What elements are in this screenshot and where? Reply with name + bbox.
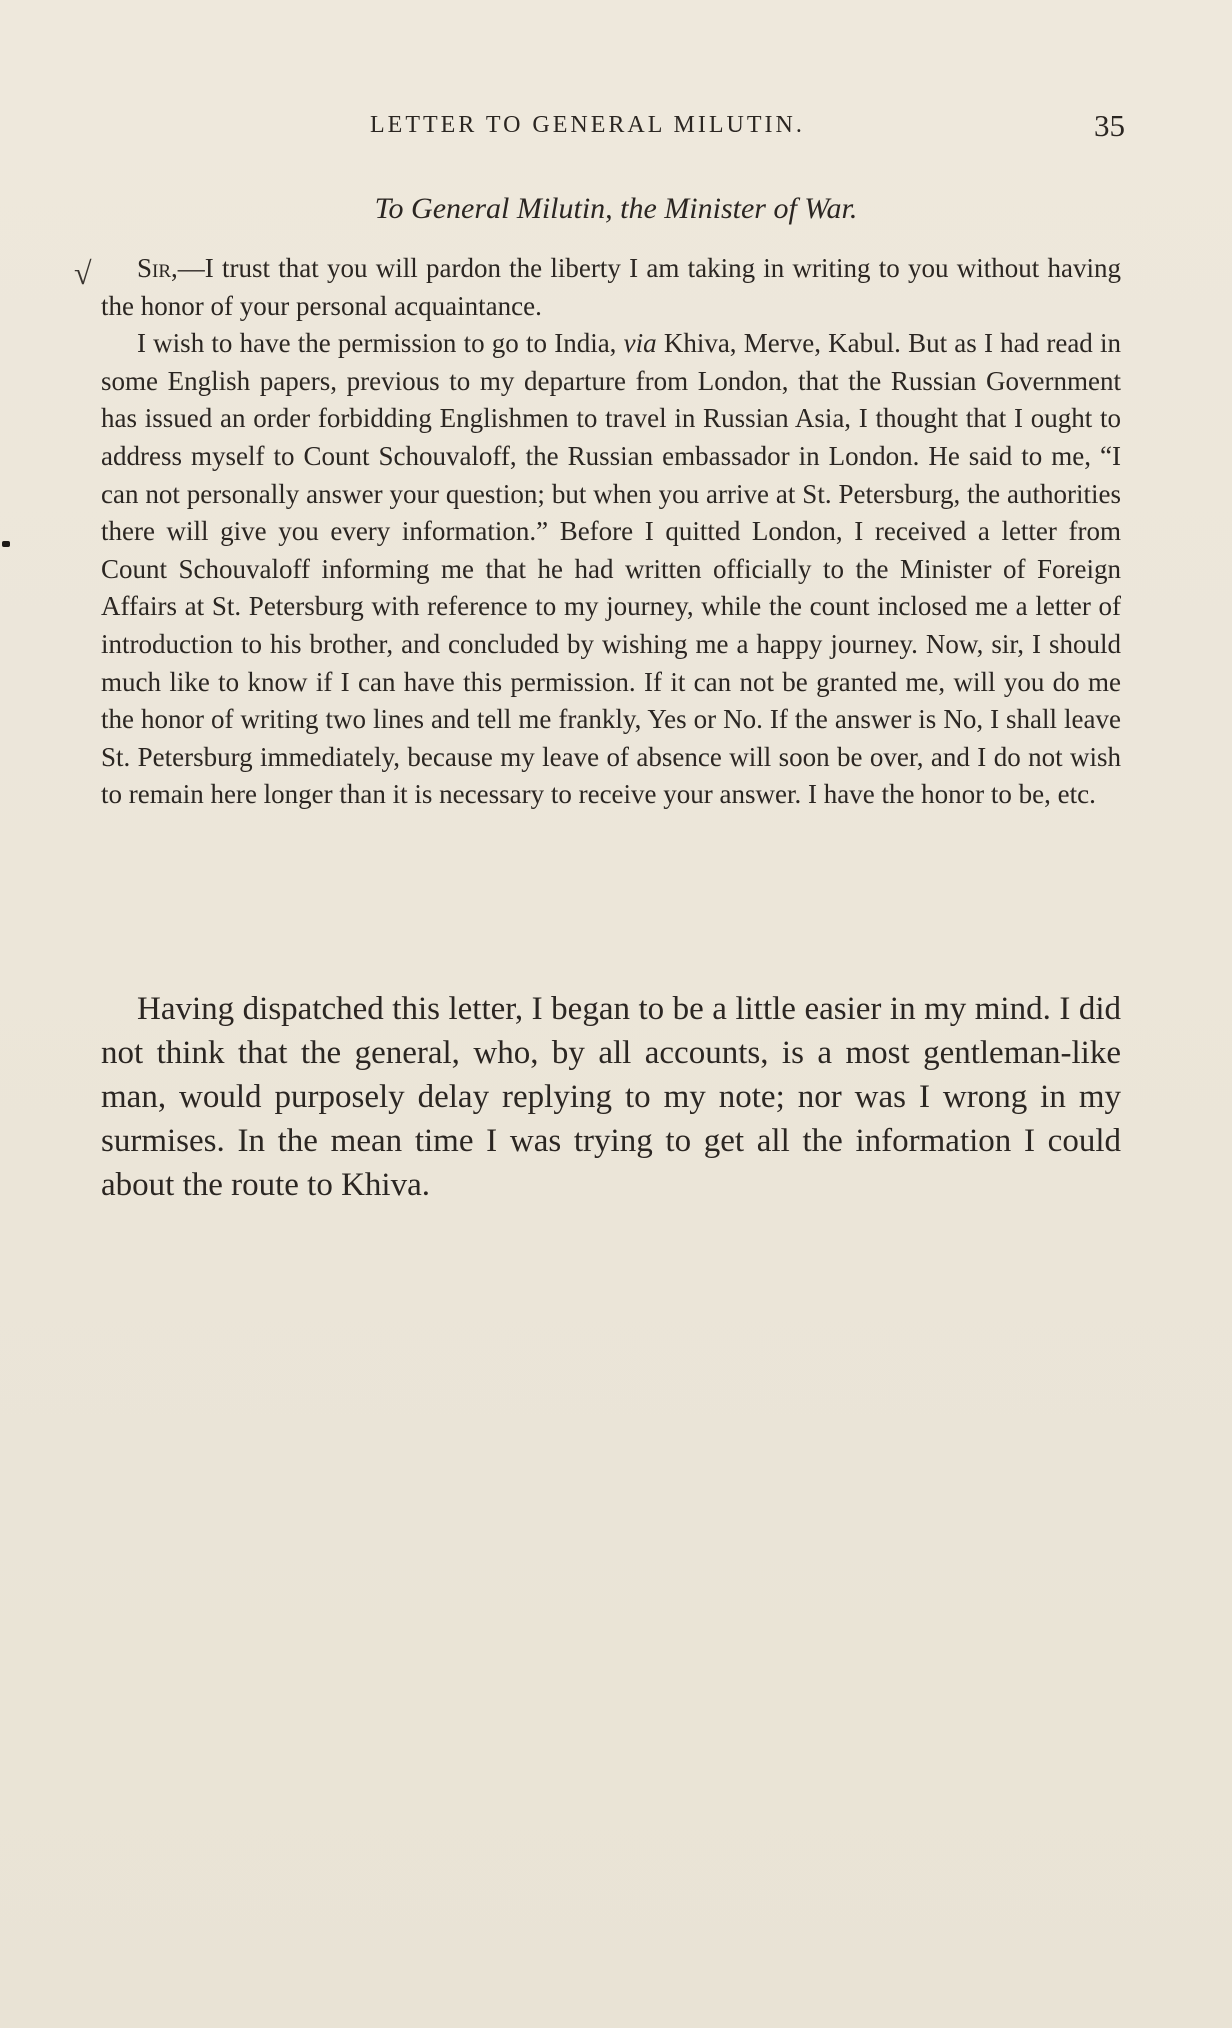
page-number: 35 <box>1094 108 1125 143</box>
narrative-paragraph: Having dispatched this letter, I began to be a little easier in my mind. I did not think that the general, who, by all accounts, is a most gentleman-like man, would purposely delay replying to my note; nor was I wrong in my surmises. In the mean time I was trying to get all the information I could about the route to Khiva. <box>101 991 1121 1203</box>
running-title: LETTER TO GENERAL MILUTIN. <box>370 112 805 138</box>
letter-paragraph-1-text: —I trust that you will pardon the liberty I am taking in writing to you without having the honor of your personal acquaintance. <box>101 253 1121 321</box>
letter-paragraph-2 <box>101 325 1121 814</box>
letter-paragraph-1 <box>101 250 1121 325</box>
margin-ink-dot <box>2 541 10 547</box>
narrative-body <box>101 987 1121 1207</box>
letter-heading: To General Milutin, the Minister of War. <box>374 192 858 225</box>
letter-paragraph-2-via: via <box>623 328 657 359</box>
letter-paragraph-2-text: Khiva, Merve, Kabul. But as I had read in some English papers, previous to my departure from London, that the Russian Government has issued an order forbidding Englishmen to travel in Russian Asia, I thought that I ought to address myself to Count Schouvaloff, the Russian embassador in London. He said to me, “I can not personally answer your question; but when you arrive at St. Petersburg, the authorities there will give you every information.” Before I quitted London, I received a letter from Count Schouvaloff informing me that he had written officially to the Minister of Foreign Affairs at St. Petersburg with reference to my journey, while the count inclosed me a letter of introduction to his brother, and concluded by wishing me a happy journey. Now, sir, I should much like to know if I can have this permission. If it can not be granted me, will you do me the honor of writing two lines and tell me frankly, Yes or No. If the answer is No, I shall leave St. Petersburg immediately, because my leave of absence will soon be over, and I do not wish to remain here longer than it is necessary to receive your answer. I have the honor to be, etc. <box>101 328 1121 810</box>
letter-paragraph-2-start: I wish to have the permission to go to India, <box>137 328 624 359</box>
margin-check-mark: √ <box>74 255 92 291</box>
running-head <box>100 108 1125 148</box>
letter-salutation: Sir, <box>137 253 178 283</box>
letter-body <box>101 250 1121 814</box>
